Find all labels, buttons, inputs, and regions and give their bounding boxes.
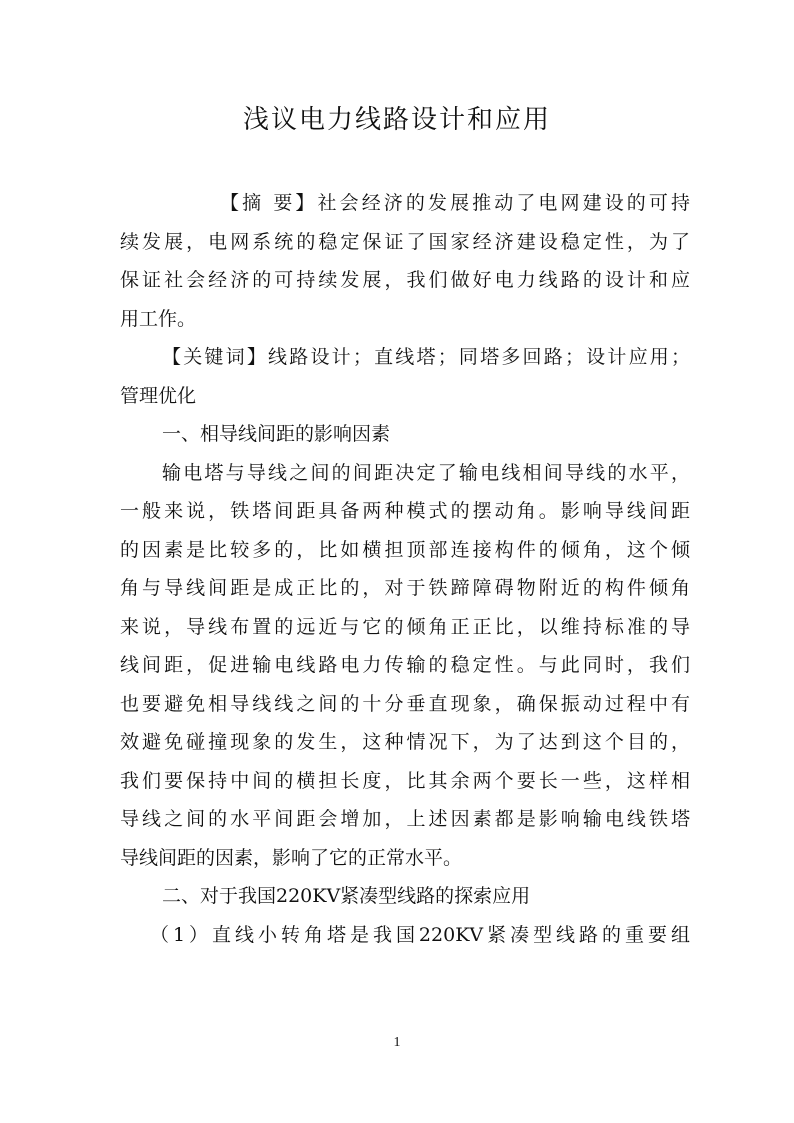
paragraph-line: 输电塔与导线之间的间距决定了输电线相间导线的水平， (162, 461, 690, 484)
paragraph-line: 导线之间的水平间距会增加，上述因素都是影响输电线铁塔 (120, 808, 690, 830)
abstract-line: 【摘 要】社会经济的发展推动了电网建设的可持 (220, 192, 690, 214)
paragraph-line: 线间距，促进输电线路电力传输的稳定性。与此同时，我们 (120, 654, 690, 676)
section-heading (120, 415, 690, 454)
keywords-paragraph (120, 338, 690, 415)
paragraph-line: 我们要保持中间的横担长度，比其余两个要长一些，这样相 (120, 769, 690, 792)
section-2-paragraph (120, 916, 690, 955)
section-1-paragraph (120, 454, 690, 878)
abstract-paragraph (120, 184, 690, 338)
paragraph-line: 也要避免相导线线之间的十分垂直现象，确保振动过程中有 (120, 692, 690, 715)
keywords-line: 管理优化 (120, 384, 197, 407)
section-2-heading: 二、对于我国220KV紧凑型线路的探索应用 (162, 885, 531, 907)
page-number: 1 (393, 1035, 401, 1050)
paragraph-line: 效避免碰撞现象的发生，这种情况下，为了达到这个目的， (120, 731, 690, 753)
paragraph-line: 导线间距的因素，影响了它的正常水平。 (120, 846, 463, 869)
document-title: 浅议电力线路设计和应用 (242, 105, 551, 135)
abstract-line: 续发展，电网系统的稳定保证了国家经济建设稳定性，为了 (120, 230, 690, 253)
abstract-line: 用工作。 (120, 307, 197, 330)
section-heading (120, 877, 690, 916)
paragraph-line: 角与导线间距是成正比的，对于铁蹄障碍物附近的构件倾角 (120, 577, 690, 599)
keywords-line: 【关键词】线路设计；直线塔；同塔多回路；设计应用； (162, 346, 690, 368)
paragraph-line: （1）直线小转角塔是我国220KV紧凑型线路的重要组 (150, 923, 690, 946)
abstract-line: 保证社会经济的可持续发展，我们做好电力线路的设计和应 (120, 269, 690, 291)
paragraph-line: 一般来说，铁塔间距具备两种模式的摆动角。影响导线间距 (120, 500, 690, 522)
section-1-heading: 一、相导线间距的影响因素 (162, 423, 391, 445)
paragraph-line: 的因素是比较多的，比如横担顶部连接构件的倾角，这个倾 (120, 538, 690, 561)
document-body (120, 184, 690, 954)
paragraph-line: 来说，导线布置的远近与它的倾角正正比，以维持标准的导 (120, 615, 690, 638)
